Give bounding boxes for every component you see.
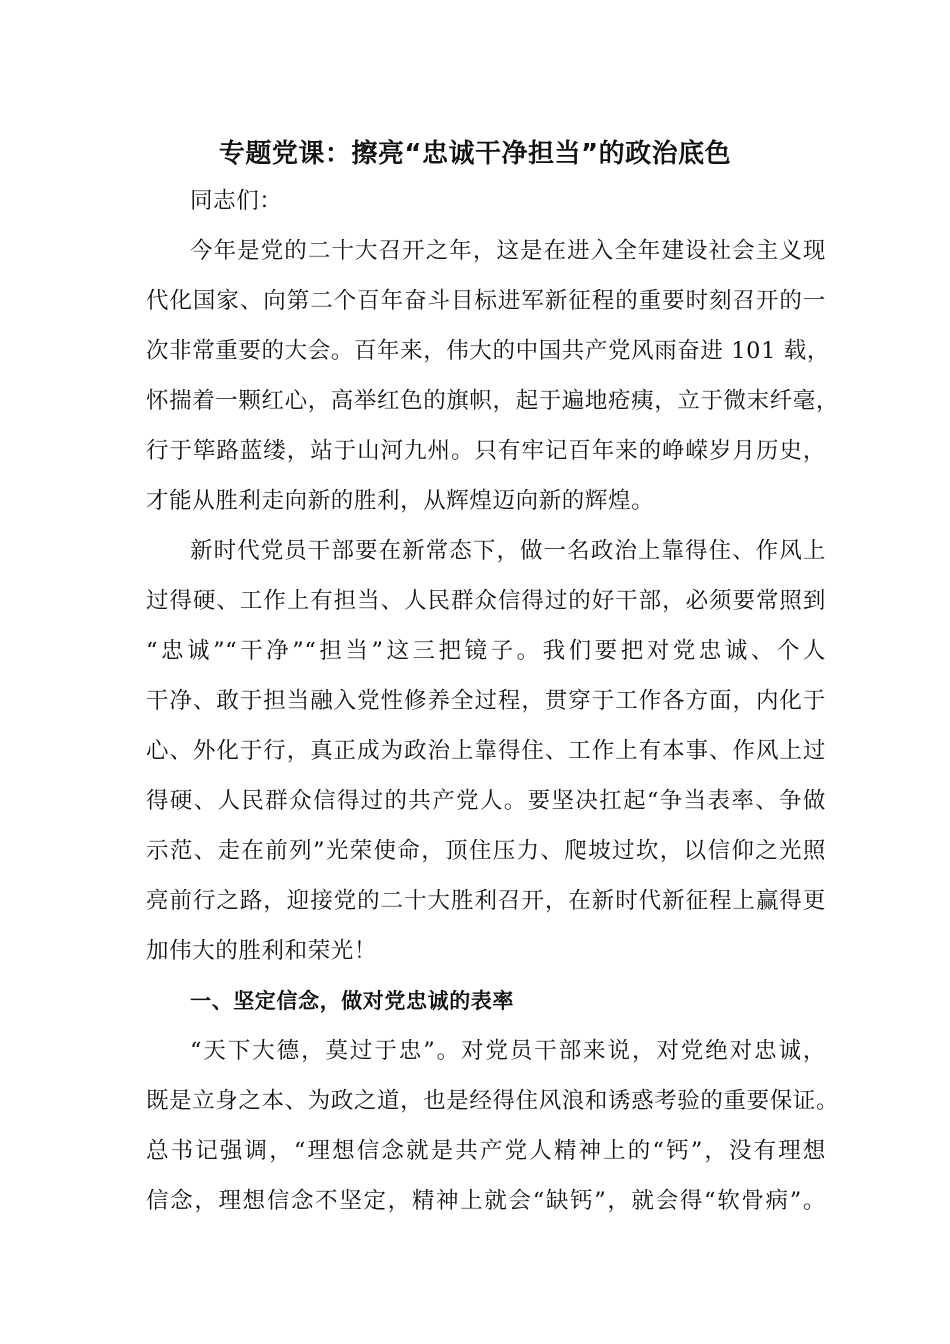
paragraph-1-line: 代化国家、向第二个百年奋斗目标进军新征程的重要时刻召开的一: [146, 288, 826, 314]
paragraph-1-line: 次非常重要的大会。百年来，伟大的中国共产党风雨奋进 101 载，: [146, 338, 830, 364]
paragraph-2-line: 心、外化于行，真正成为政治上靠得住、工作上有本事、作风上过: [146, 738, 826, 764]
paragraph-1-line: 才能从胜利走向新的胜利，从辉煌迈向新的辉煌。: [146, 488, 655, 514]
paragraph-3-line: 既是立身之本、为政之道，也是经得住风浪和诱惑考验的重要保证。: [146, 1088, 840, 1114]
section-1-heading: 一、坚定信念，做对党忠诚的表率: [190, 989, 514, 1013]
document-title: 专题党课：擦亮“忠诚干净担当”的政治底色: [218, 139, 732, 169]
paragraph-2-line: 干净、敢于担当融入党性修养全过程，贯穿于工作各方面，内化于: [146, 688, 826, 714]
paragraph-2-line: “忠诚”“干净”“担当”这三把镜子。我们要把对党忠诚、个人: [146, 638, 826, 664]
paragraph-2-line: 亮前行之路，迎接党的二十大胜利召开，在新时代新征程上赢得更: [146, 888, 826, 914]
paragraph-2-line: 加伟大的胜利和荣光！: [146, 938, 378, 964]
paragraph-2-line: 得硬、人民群众信得过的共产党人。要坚决扛起“争当表率、争做: [146, 788, 826, 814]
paragraph-2-line: 过得硬、工作上有担当、人民群众信得过的好干部，必须要常照到: [146, 588, 826, 614]
greeting: 同志们：: [190, 188, 283, 214]
paragraph-3-line: 总书记强调，“理想信念就是共产党人精神上的“钙”，没有理想: [146, 1138, 826, 1164]
paragraph-1-line: 怀揣着一颗红心，高举红色的旗帜，起于遍地疮痍，立于微末纤毫，: [146, 388, 840, 414]
paragraph-3-line: 信念，理想信念不坚定，精神上就会“缺钙”，就会得“软骨病”。: [146, 1188, 826, 1214]
paragraph-1-line: 今年是党的二十大召开之年，这是在进入全年建设社会主义现: [190, 238, 826, 264]
paragraph-2-line: 示范、走在前列”光荣使命，顶住压力、爬坡过坎，以信仰之光照: [146, 838, 826, 864]
paragraph-1-line: 行于筚路蓝缕，站于山河九州。只有牢记百年来的峥嵘岁月历史，: [146, 438, 826, 464]
paragraph-2-line: 新时代党员干部要在新常态下，做一名政治上靠得住、作风上: [190, 538, 826, 564]
paragraph-3-line: “天下大德，莫过于忠”。对党员干部来说，对党绝对忠诚，: [190, 1038, 826, 1064]
